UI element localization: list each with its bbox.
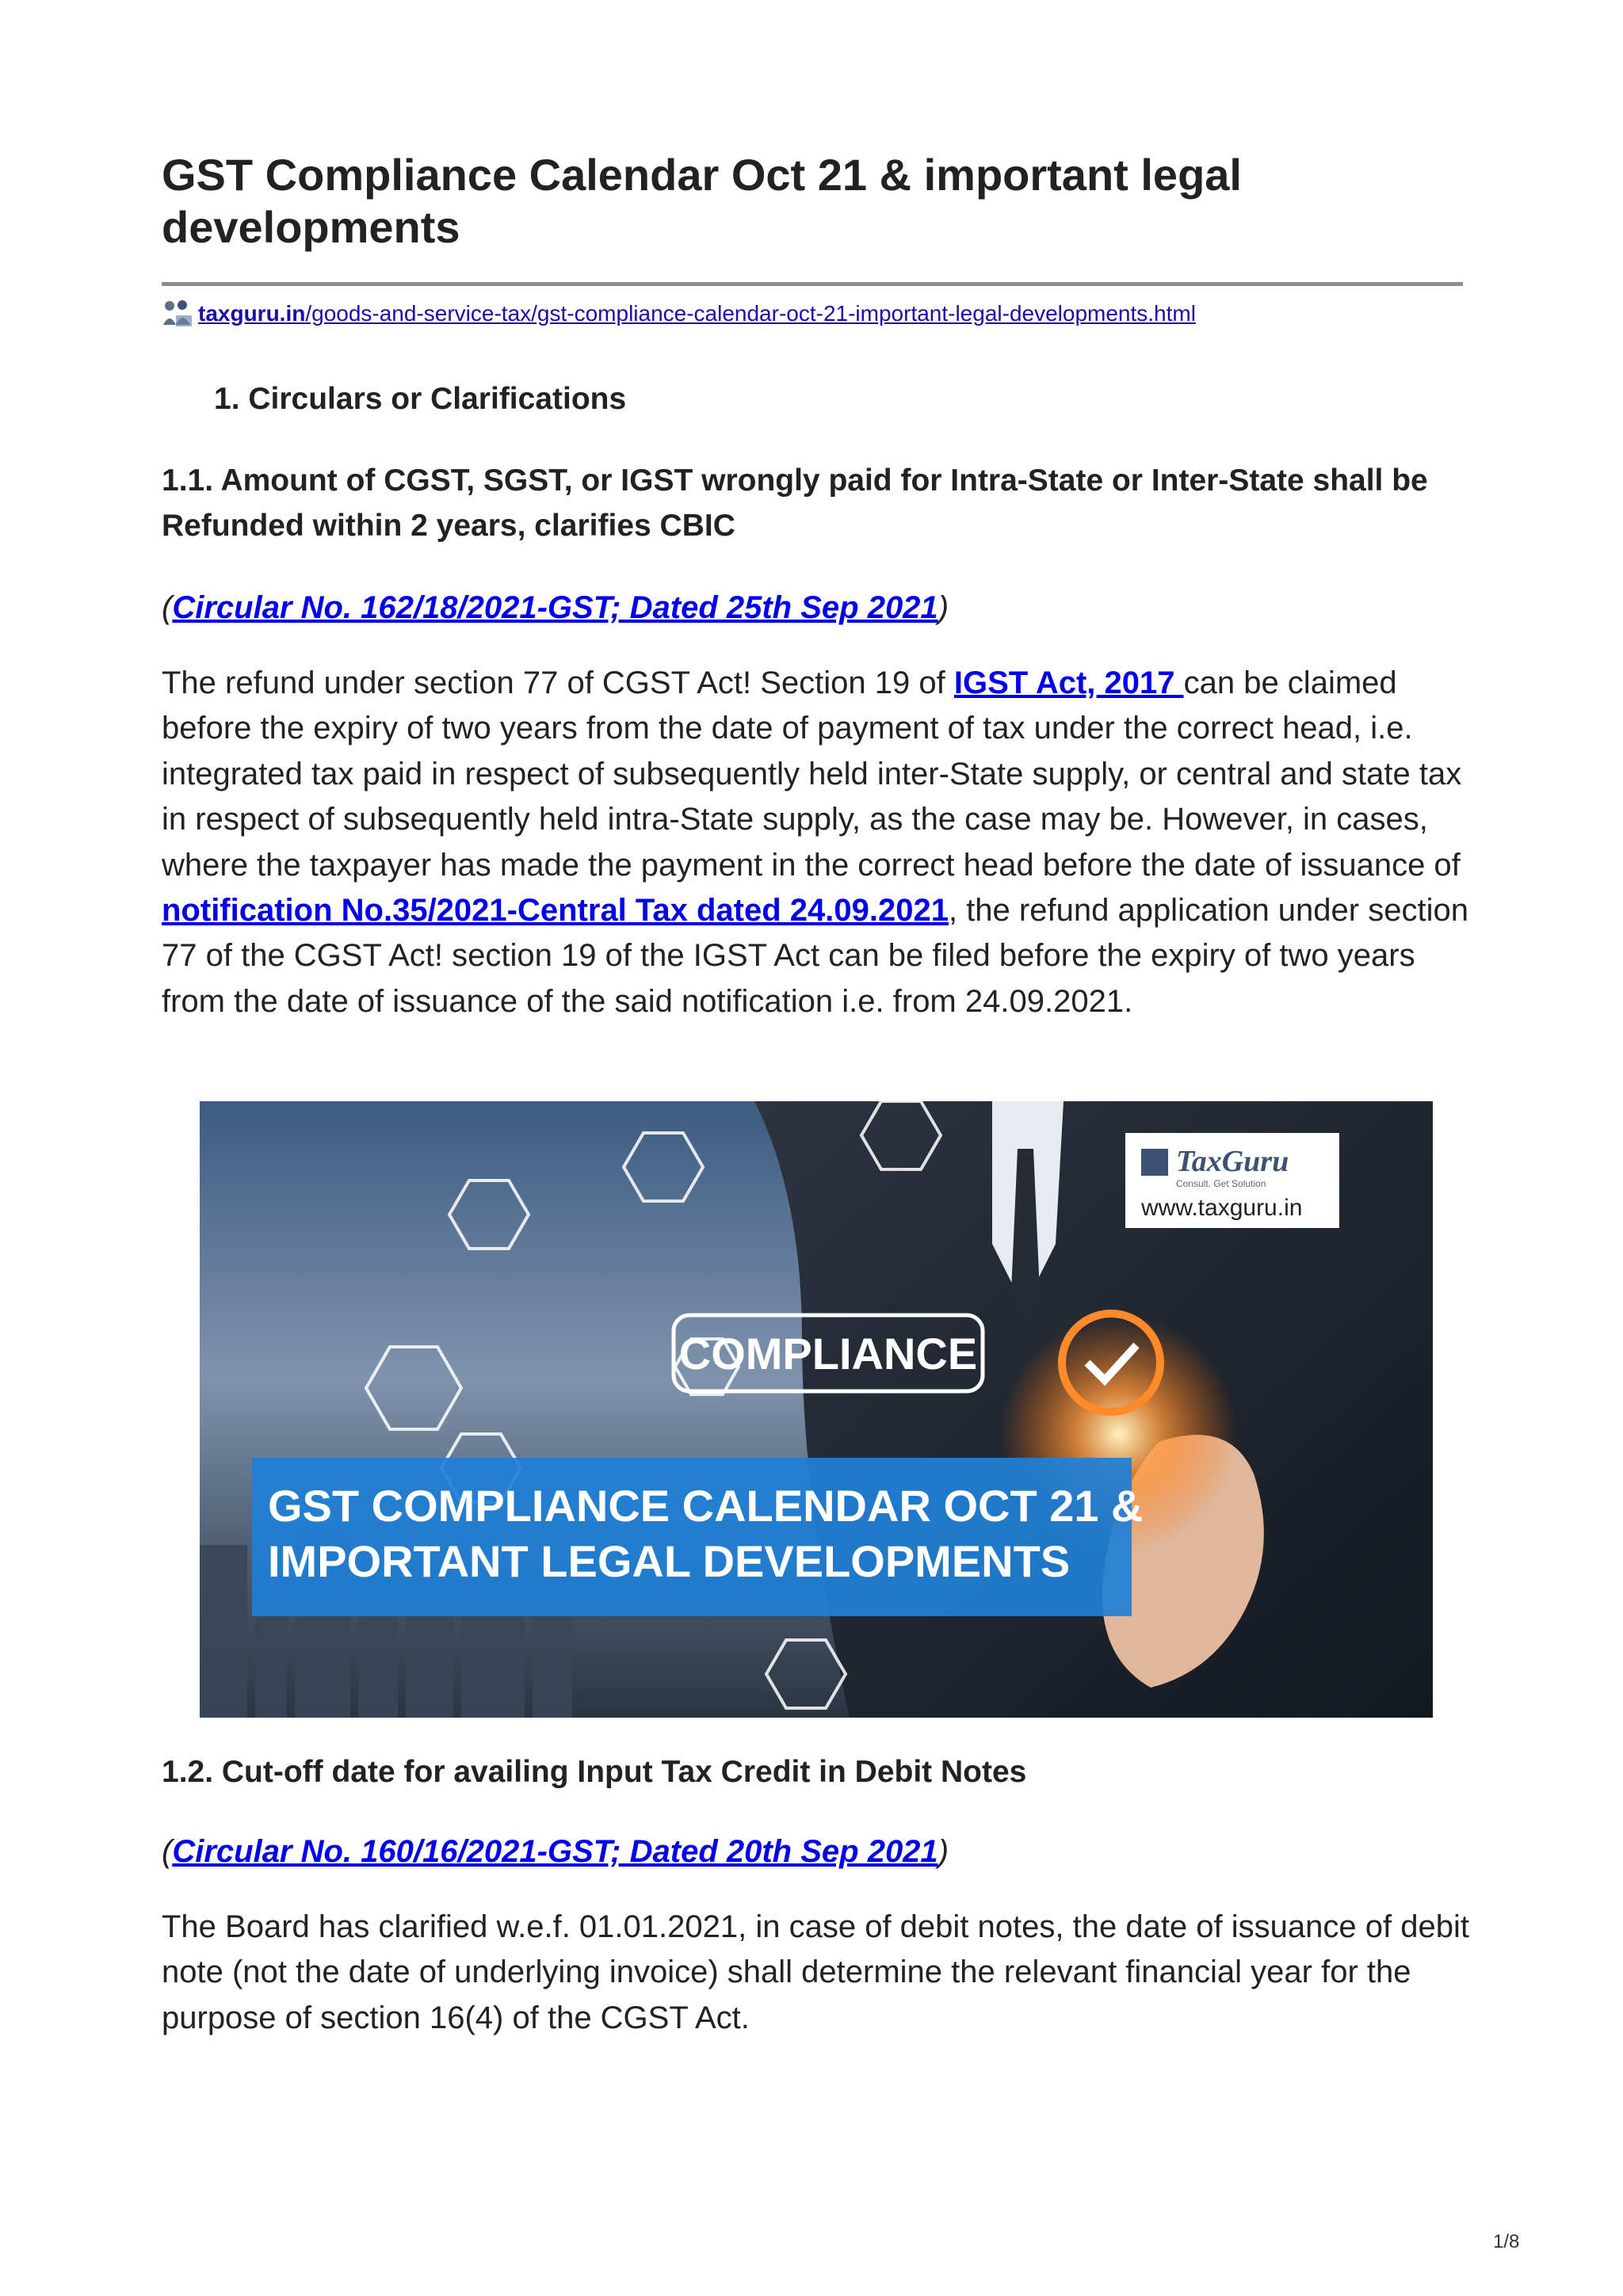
paren-close: ) [938, 590, 949, 625]
paren-open-2: ( [162, 1834, 173, 1869]
item-1-2-circular-line [162, 1832, 949, 1871]
section-heading-circulars: 1. Circulars or Clarifications [214, 382, 627, 416]
item-1-2-heading: 1.2. Cut-off date for availing Input Tax Credit in Debit Notes [162, 1755, 1027, 1789]
notification-35-link[interactable]: notification No.35/2021-Central Tax dated 24.09.2021 [162, 893, 949, 929]
banner-compliance-word: COMPLIANCE [678, 1329, 978, 1379]
source-host: taxguru.in [198, 301, 306, 326]
para-text-1: The refund under section 77 of CGST Act! Section 19 of [162, 666, 954, 700]
source-line [162, 298, 1196, 330]
title-divider [162, 282, 1463, 286]
taxguru-favicon-icon [162, 298, 193, 330]
circular-162-link[interactable]: Circular No. 162/18/2021-GST; Dated 25th Sep 2021 [172, 590, 938, 625]
banner-brand-tagline: Consult. Get Solution [1176, 1178, 1266, 1189]
paren-close-2: ) [938, 1834, 949, 1869]
item-1-1-paragraph [162, 661, 1469, 1024]
page-number: 1/8 [1493, 2231, 1520, 2252]
circular-160-link[interactable]: Circular No. 160/16/2021-GST; Dated 20th Sep 2021 [172, 1834, 938, 1869]
article-banner-image [200, 1101, 1433, 1718]
para-text-3: , the refund application under section 77 of the CGST Act! section 19 of the IGST Act can be filed before the expiry of two years from the date of issuance of the said notification i.e. from 24.09.2021. [162, 893, 1468, 1019]
banner-brand-name: TaxGuru [1176, 1145, 1289, 1178]
source-path: /goods-and-service-tax/gst-compliance-calendar-oct-21-important-legal-developments.html [305, 301, 1196, 326]
item-1-2-paragraph: The Board has clarified w.e.f. 01.01.2021, in case of debit notes, the date of issuance of debit note (not the date of underlying invoice) shall determine the relevant financial year for the purpose of section 16(4) of the CGST Act. [162, 1909, 1469, 2035]
banner-headline-line1: GST COMPLIANCE CALENDAR OCT 21 & [268, 1481, 1144, 1531]
paren-open: ( [162, 590, 173, 625]
item-1-1-circular-line [162, 588, 949, 627]
para-text-2: can be claimed before the expiry of two years from the date of payment of tax under the correct head, i.e. integrated tax paid in respect of subsequently held inter-State supply, or central and state tax in respect of subsequently held intra-State supply, as the case may be. However, in cases, where the taxpayer has made the payment in the correct head before the date of issuance of [162, 666, 1462, 883]
banner-headline-line2: IMPORTANT LEGAL DEVELOPMENTS [268, 1536, 1071, 1586]
banner-illustration [200, 1101, 1433, 1718]
source-url-link[interactable] [198, 301, 1196, 326]
igst-act-link[interactable]: IGST Act, 2017 [953, 666, 1184, 700]
article-title: GST Compliance Calendar Oct 21 & important legal developments [162, 150, 1242, 252]
item-1-1-heading: 1.1. Amount of CGST, SGST, or IGST wrongly paid for Intra-State or Inter-State shall be Refunded within 2 years, clarifies CBIC [162, 463, 1428, 543]
banner-brand-url: www.taxguru.in [1141, 1195, 1303, 1221]
